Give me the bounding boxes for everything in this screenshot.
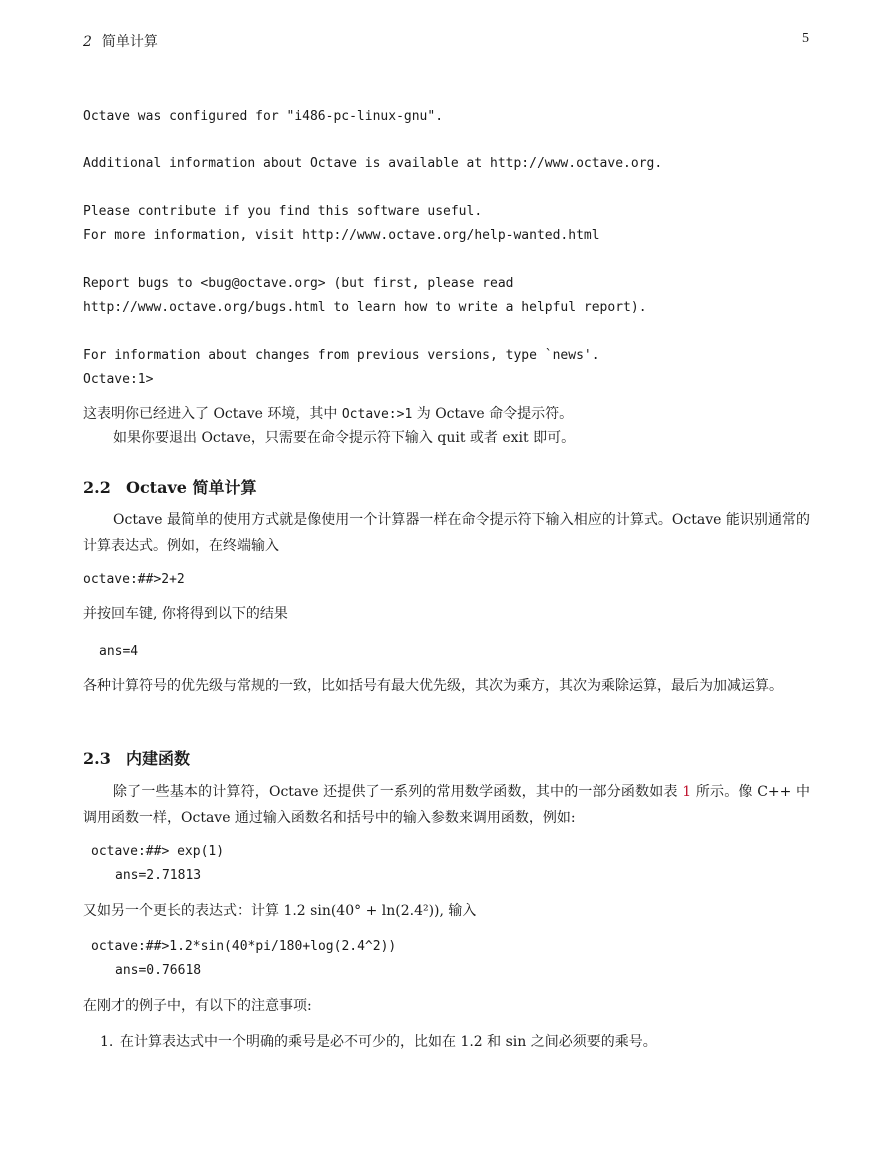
paragraph-calculator: Octave 最简单的使用方式就是像使用一个计算器一样在命令提示符下输入相应的计算式。Octave 能识别通常的计算表达式。例如，在终端输入 <box>83 512 810 554</box>
section-title: Octave 简单计算 <box>126 478 257 497</box>
code-output: ans=0.76618 <box>115 963 202 978</box>
section-heading-2-3 <box>83 746 190 769</box>
section-title: 内建函数 <box>126 749 191 768</box>
terminal-line: Octave was configured for "i486-pc-linux-gnu". <box>83 109 444 124</box>
code-example: octave:##> exp(1) <box>91 844 225 859</box>
terminal-line: Please contribute if you find this software useful. <box>83 204 483 219</box>
paragraph-longer-expression <box>83 898 810 924</box>
section-number: 2.3 <box>83 749 111 768</box>
terminal-line: For information about changes from previous versions, type `news'. <box>83 348 600 363</box>
code-example: octave:##>2+2 <box>83 572 185 587</box>
terminal-line: For more information, visit http://www.octave.org/help-wanted.html <box>83 228 600 243</box>
paragraph-environment <box>83 401 810 428</box>
page-number: 5 <box>802 31 809 46</box>
paragraph-notes: 在刚才的例子中，有以下的注意事项: <box>83 998 312 1014</box>
paragraph-builtin-functions <box>83 779 810 831</box>
running-header <box>83 31 158 51</box>
paragraph-exit: 如果你要退出 Octave，只需要在命令提示符下输入 quit 或者 exit 即可。 <box>113 430 576 446</box>
list-number: 1. <box>100 1034 114 1050</box>
inline-code: Octave:>1 <box>341 407 413 422</box>
section-number: 2.2 <box>83 478 111 497</box>
list-item <box>100 1029 810 1055</box>
chapter-number: 2 <box>83 34 92 50</box>
text-span: , 输入 <box>439 903 477 919</box>
terminal-prompt: Octave:1> <box>83 372 154 387</box>
math-formula: 1.2 sin(40° + ln(2.4²)) <box>283 903 440 919</box>
chapter-title: 简单计算 <box>101 34 158 50</box>
text-span: 除了一些基本的计算符，Octave 还提供了一系列的常用数学函数，其中的一部分函数如表 <box>113 784 683 800</box>
terminal-line: Additional information about Octave is available at http://www.octave.org. <box>83 156 663 171</box>
text-span: 为 Octave 命令提示符。 <box>412 406 574 422</box>
code-output: ans=2.71813 <box>115 868 202 883</box>
table-reference-link[interactable]: 1 <box>682 784 692 800</box>
terminal-line: http://www.octave.org/bugs.html to learn how to write a helpful report). <box>83 300 647 315</box>
terminal-line: Report bugs to <bug@octave.org> (but first, please read <box>83 276 514 291</box>
paragraph-result: 并按回车键, 你将得到以下的结果 <box>83 606 288 622</box>
paragraph-precedence: 各种计算符号的优先级与常规的一致，比如括号有最大优先级，其次为乘方，其次为乘除运算，最后为加减运算。 <box>83 678 783 694</box>
text-span: 这表明你已经进入了 Octave 环境，其中 <box>83 406 342 422</box>
text-span: 所示。像 C++ 中调用函数一样，Octave 通过输入函数名和括号中的输入参数来调用函数，例如: <box>83 784 810 826</box>
code-example: octave:##>1.2*sin(40*pi/180+log(2.4^2)) <box>91 939 397 954</box>
text-span: 又如另一个更长的表达式：计算 <box>83 903 284 919</box>
list-text: 在计算表达式中一个明确的乘号是必不可少的，比如在 1.2 和 sin 之间必须要的乘号。 <box>120 1034 657 1050</box>
code-output: ans=4 <box>99 644 139 659</box>
section-heading-2-2 <box>83 475 257 498</box>
